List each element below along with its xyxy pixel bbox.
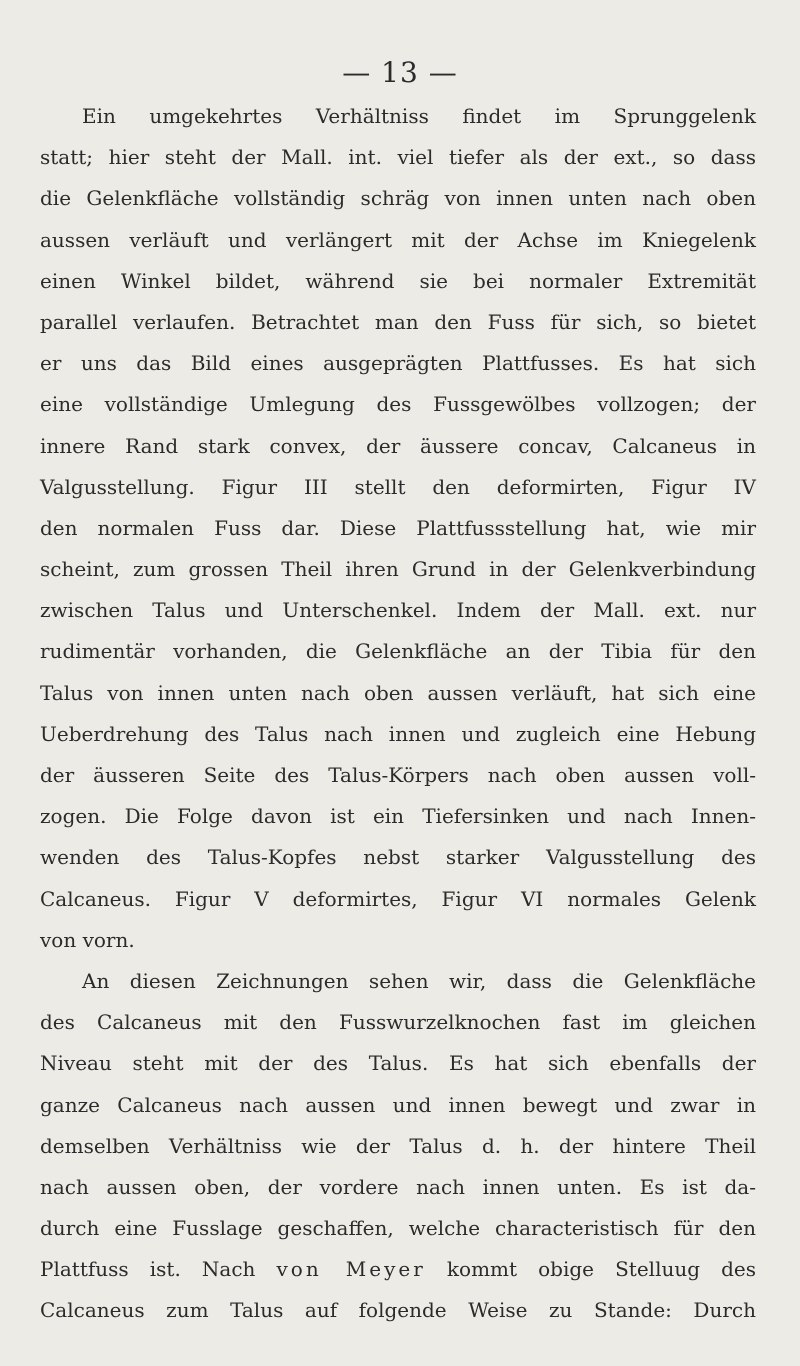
text-line: des Calcaneus mit den Fusswurzelknochen fast im gleichen xyxy=(40,1010,756,1035)
text-line xyxy=(40,1249,756,1290)
text-line: ganze Calcaneus nach aussen und innen bewegt und zwar in xyxy=(40,1092,756,1117)
text-line: demselben Verhältniss wie der Talus d. h. der hintere Theil xyxy=(40,1133,756,1158)
text-line: parallel verlaufen. Betrachtet man den Fuss für sich, so bietet xyxy=(40,309,756,334)
text-line: eine vollständige Umlegung des Fussgewölbes vollzogen; der xyxy=(40,392,756,417)
text-line: durch eine Fusslage geschaffen, welche characteristisch für den xyxy=(40,1216,756,1241)
paragraph-1 xyxy=(40,96,756,961)
text-line: von vorn. xyxy=(40,927,135,952)
text-line: aussen verläuft und verlängert mit der Achse im Kniegelenk xyxy=(40,227,756,252)
text-line: wenden des Talus-Kopfes nebst starker Valgusstellung des xyxy=(40,845,756,870)
text-line: statt; hier steht der Mall. int. viel tiefer als der ext., so dass xyxy=(40,145,756,170)
text-line: zogen. Die Folge davon ist ein Tiefersinken und nach Innen- xyxy=(40,804,756,829)
paragraph-2 xyxy=(40,961,756,1332)
body-text xyxy=(40,96,756,1332)
text-line: Calcaneus zum Talus auf folgende Weise zu Stande: Durch xyxy=(40,1298,756,1323)
text-fragment: kommt obige Stelluug des xyxy=(446,1257,757,1282)
text-line: innere Rand stark convex, der äussere concav, Calcaneus in xyxy=(40,433,756,458)
text-fragment: Plattfuss ist. Nach xyxy=(40,1257,256,1282)
text-line: der äusseren Seite des Talus-Körpers nach oben aussen voll- xyxy=(40,763,756,787)
text-line: Calcaneus. Figur V deformirtes, Figur VI normales Gelenk xyxy=(40,886,756,911)
page-number: — 13 — xyxy=(342,56,458,89)
text-line: einen Winkel bildet, während sie bei normaler Extremität xyxy=(40,268,756,293)
text-line: er uns das Bild eines ausgeprägten Plattfusses. Es hat sich xyxy=(40,351,756,376)
text-line: Niveau steht mit der des Talus. Es hat sich ebenfalls der xyxy=(40,1051,756,1076)
author-name: von Meyer xyxy=(276,1257,426,1282)
text-line: rudimentär vorhanden, die Gelenkfläche an der Tibia für den xyxy=(40,639,756,664)
text-line: Valgusstellung. Figur III stellt den deformirten, Figur IV xyxy=(40,474,756,499)
text-line: Ein umgekehrtes Verhältniss findet im Sprunggelenk xyxy=(82,104,756,128)
text-line: scheint, zum grossen Theil ihren Grund in der Gelenkverbindung xyxy=(40,557,756,582)
text-line: nach aussen oben, der vordere nach innen unten. Es ist da- xyxy=(40,1174,756,1199)
text-line: Ueberdrehung des Talus nach innen und zugleich eine Hebung xyxy=(40,721,756,746)
text-line: zwischen Talus und Unterschenkel. Indem der Mall. ext. nur xyxy=(40,598,756,623)
text-line: Talus von innen unten nach oben aussen verläuft, hat sich eine xyxy=(40,680,756,705)
text-line: die Gelenkfläche vollständig schräg von innen unten nach oben xyxy=(40,186,756,211)
text-line: den normalen Fuss dar. Diese Plattfussstellung hat, wie mir xyxy=(40,515,756,540)
text-line: An diesen Zeichnungen sehen wir, dass die Gelenkfläche xyxy=(82,968,756,993)
